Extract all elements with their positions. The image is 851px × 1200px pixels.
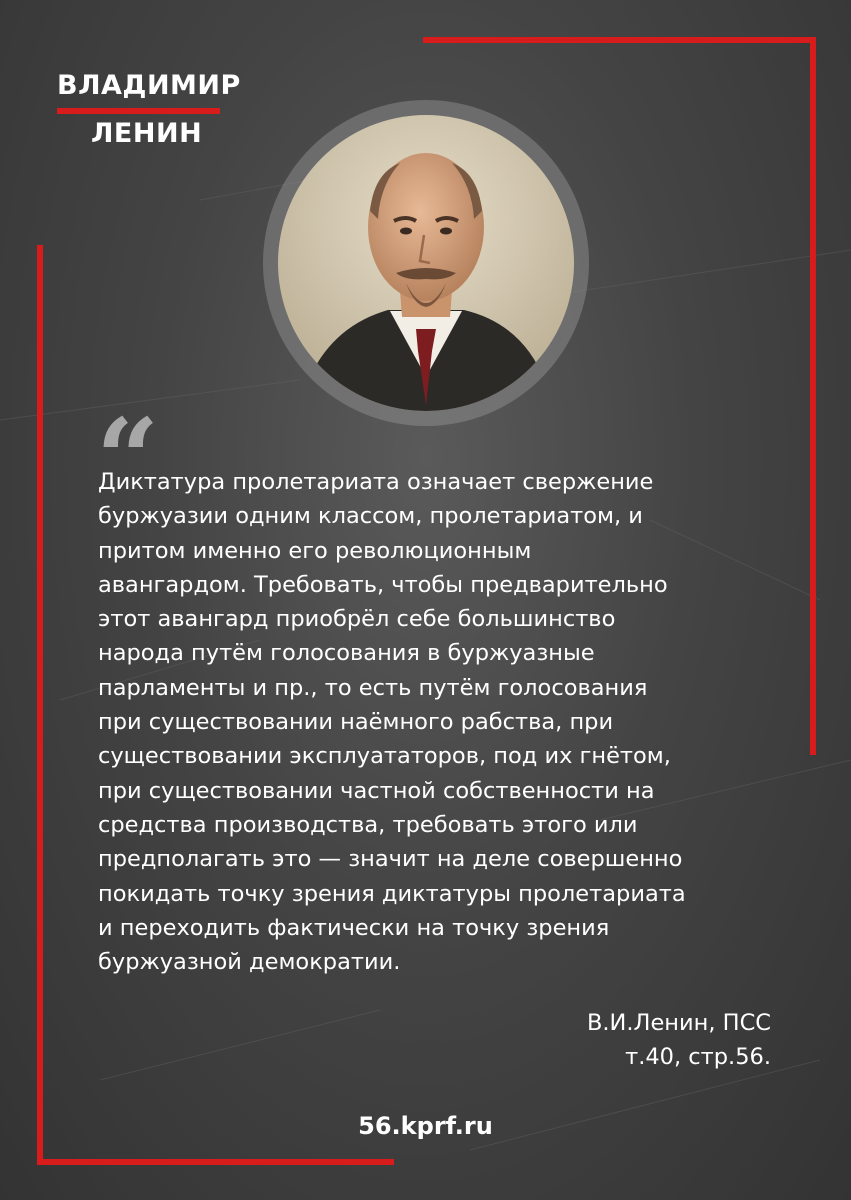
quote-line: парламенты и пр., то есть путём голосования (98, 674, 648, 701)
attribution (587, 1006, 771, 1074)
quote-line: Диктатура пролетариата означает свержение (98, 469, 654, 495)
quote-line: притом именно его революционным (98, 537, 532, 564)
quote-line: буржуазии одним классом, пролетариатом, и (98, 503, 643, 530)
quote-line: предполагать это — значит на деле совершенно (98, 846, 683, 873)
quote-text (98, 465, 788, 979)
frame-left-line (37, 245, 43, 1165)
portrait-icon (278, 115, 574, 411)
quote-line: при существовании наёмного рабства, при (98, 709, 614, 736)
quote-line: народа путём голосования в буржуазные (98, 640, 595, 667)
last-name: ЛЕНИН (91, 118, 203, 149)
quote-line: средства производства, требовать этого или (98, 811, 638, 838)
attribution-source: т.40, стр.56. (625, 1044, 771, 1070)
quote-line: этот авангард приобрёл себе большинство (98, 606, 616, 633)
frame-right-line (810, 37, 816, 755)
site-link[interactable]: 56.kprf.ru (358, 1112, 493, 1140)
quote-line: и переходить фактически на точку зрения (98, 914, 610, 941)
quote-line: буржуазной демократии. (98, 949, 401, 976)
attribution-author: В.И.Ленин, ПСС (586, 1010, 771, 1036)
quote-line: при существовании частной собственности на (98, 777, 655, 804)
quote-icon: “ (96, 394, 160, 523)
name-divider (57, 108, 220, 114)
portrait (278, 115, 574, 411)
frame-bottom-line (37, 1159, 394, 1165)
frame-top-line (423, 37, 816, 43)
quote-line: покидать точку зрения диктатуры пролетариата (98, 880, 686, 907)
quote-line: существовании эксплуататоров, под их гнётом, (98, 743, 671, 770)
first-name: ВЛАДИМИР (57, 70, 241, 101)
quote-line: авангардом. Требовать, чтобы предварительно (98, 571, 668, 598)
